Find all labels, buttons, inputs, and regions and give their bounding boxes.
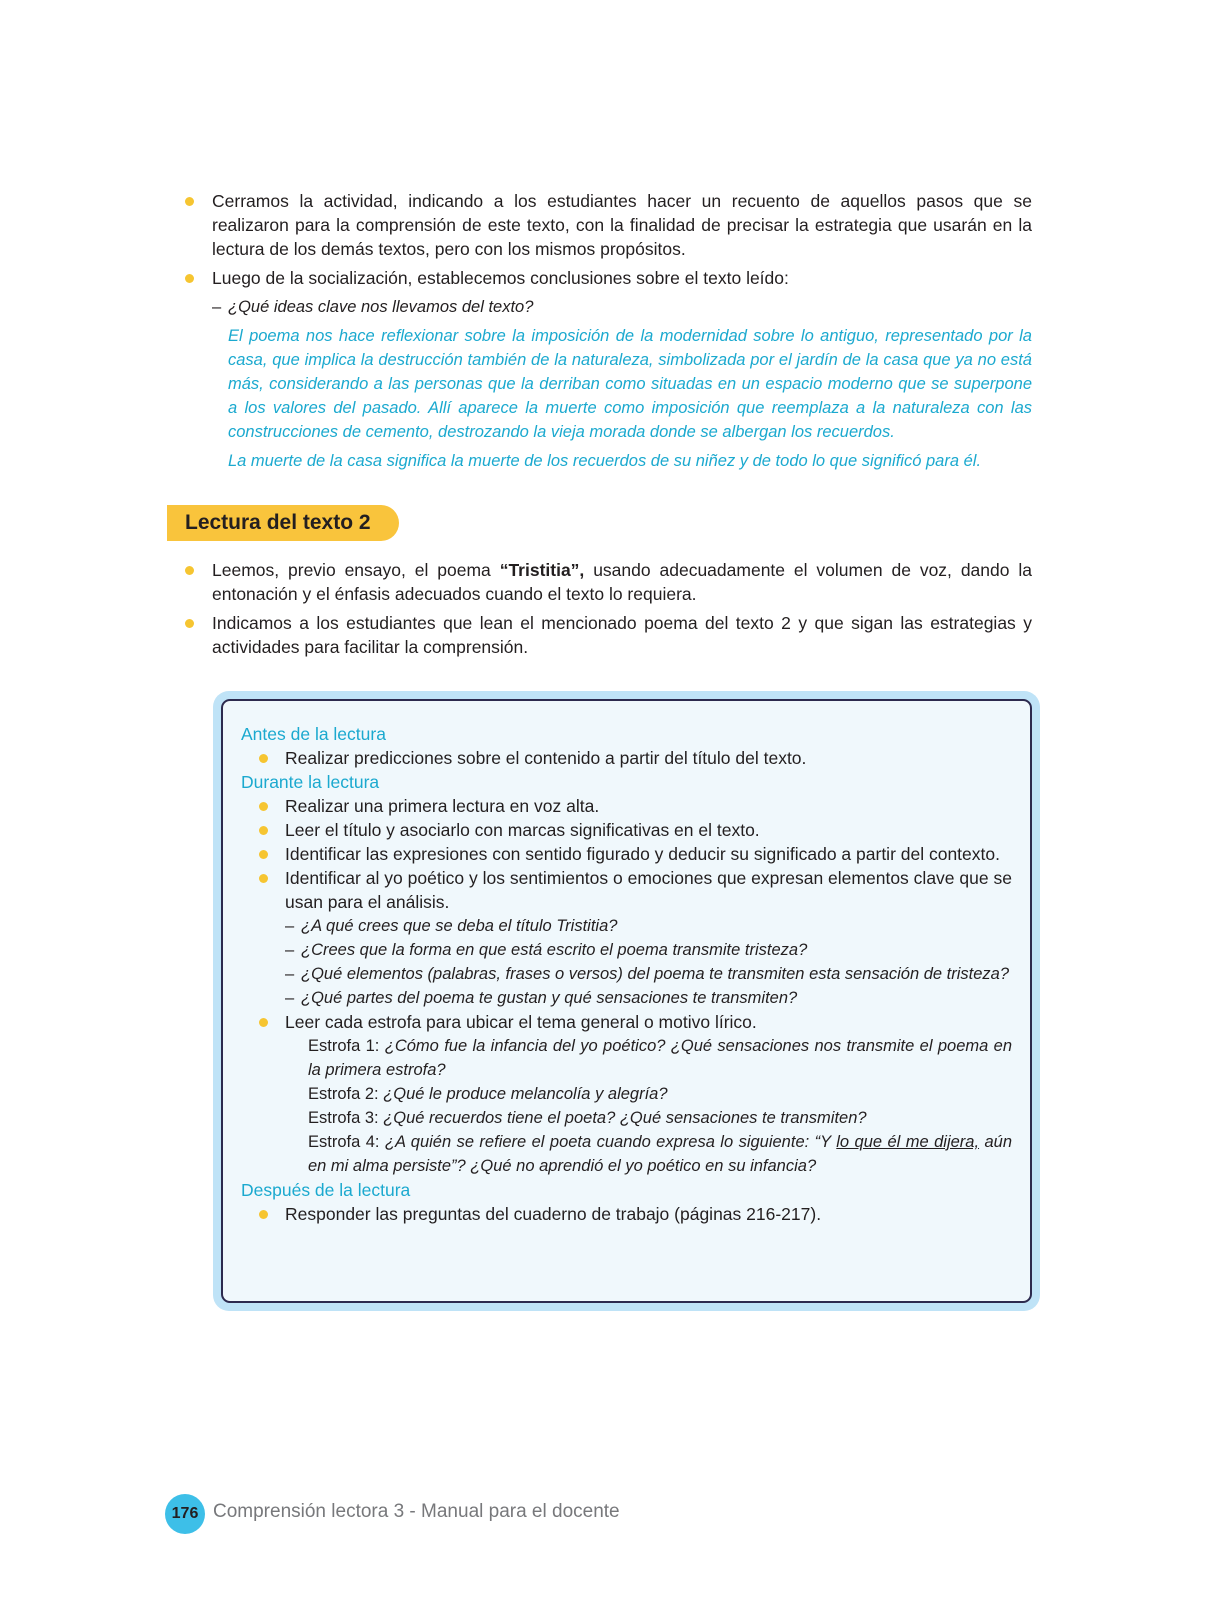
dash-marker: – bbox=[285, 917, 295, 935]
antes-heading: Antes de la lectura bbox=[241, 724, 386, 744]
bullet-text: Cerramos la actividad, indicando a los estudiantes hacer un recuento de aquellos pasos que se realizaron para la comprensión de este texto, con la finalidad de precisar la estrategia que usarán en la lectura de los demás textos, pero con los mismos propósitos. bbox=[212, 191, 1032, 259]
list-item bbox=[184, 611, 1032, 659]
poem-title: “Tristitia”, bbox=[499, 560, 585, 580]
question-text: ¿Qué partes del poema te gustan y qué sensaciones te transmiten? bbox=[301, 989, 798, 1007]
estrofa-item bbox=[241, 1130, 1012, 1178]
estrofa-label: Estrofa 4: bbox=[308, 1133, 385, 1151]
list-item bbox=[241, 866, 1012, 914]
estrofa-question: aún en mi alma persiste”? ¿Qué no aprendió el yo poético en su infancia? bbox=[308, 1133, 1013, 1175]
bullet-dot bbox=[259, 1018, 268, 1027]
footer-title: Comprensión lectora 3 - Manual para el docente bbox=[213, 1501, 620, 1522]
bullet-dot bbox=[259, 1210, 268, 1219]
question-text: ¿Qué elementos (palabras, frases o versos) del poema te transmiten esta sensación de tristeza? bbox=[301, 965, 1010, 983]
estrofa-label: Estrofa 3: bbox=[308, 1109, 384, 1127]
dash-marker: – bbox=[285, 941, 295, 959]
bullet-dot bbox=[259, 826, 268, 835]
list-item bbox=[184, 558, 1032, 606]
item-text: Leer cada estrofa para ubicar el tema general o motivo lírico. bbox=[285, 1012, 757, 1032]
question-text: ¿Crees que la forma en que está escrito el poema transmite tristeza? bbox=[301, 941, 808, 959]
estrofa-item bbox=[241, 1106, 1012, 1130]
despues-heading: Después de la lectura bbox=[241, 1180, 411, 1200]
question-item bbox=[241, 938, 1012, 962]
question-item bbox=[241, 986, 1012, 1010]
dash-marker: – bbox=[285, 965, 295, 983]
estrofa-label: Estrofa 1: bbox=[308, 1037, 385, 1055]
bullet-dot bbox=[185, 274, 194, 283]
bullet-text: Indicamos a los estudiantes que lean el mencionado poema del texto 2 y que sigan las estrategias y actividades para facilitar la comprensión. bbox=[212, 613, 1032, 657]
dash-marker: – bbox=[212, 298, 222, 316]
estrofa-item bbox=[241, 1034, 1012, 1082]
bullet-text-pre: Leemos, previo ensayo, el poema bbox=[212, 560, 500, 580]
item-text: Identificar al yo poético y los sentimientos o emociones que expresan elementos clave que se usan para el análisis. bbox=[285, 868, 1012, 912]
item-text: Responder las preguntas del cuaderno de trabajo (páginas 216-217). bbox=[285, 1204, 822, 1224]
bullet-dot bbox=[185, 197, 194, 206]
bullet-dot bbox=[185, 566, 194, 575]
list-item bbox=[184, 266, 1032, 290]
question-item bbox=[184, 295, 1032, 319]
estrofa-question: ¿Qué le produce melancolía y alegría? bbox=[383, 1085, 668, 1103]
bullet-text-post: usando adecuadamente el volumen de voz, dando la entonación y el énfasis adecuados cuando el texto lo requiera. bbox=[212, 560, 1032, 604]
estrofa-quote-underlined: lo que él me dijera, bbox=[836, 1133, 980, 1151]
list-item bbox=[241, 818, 1012, 842]
dash-marker: – bbox=[285, 989, 295, 1007]
estrofa-label: Estrofa 2: bbox=[308, 1085, 384, 1103]
item-text: Realizar predicciones sobre el contenido a partir del título del texto. bbox=[285, 748, 807, 768]
list-item bbox=[241, 1010, 1012, 1034]
strategy-box bbox=[213, 691, 1040, 1311]
item-text: Leer el título y asociarlo con marcas significativas en el texto. bbox=[285, 820, 760, 840]
bullet-dot bbox=[259, 754, 268, 763]
answer-paragraph: La muerte de la casa significa la muerte de los recuerdos de su niñez y de todo lo que significó para él. bbox=[228, 452, 982, 470]
strategy-box-inner bbox=[221, 699, 1032, 1303]
list-item bbox=[241, 746, 1012, 770]
question-item bbox=[241, 914, 1012, 938]
question-item bbox=[241, 962, 1012, 986]
estrofa-item bbox=[241, 1082, 1012, 1106]
list-item bbox=[241, 1202, 1012, 1226]
durante-heading: Durante la lectura bbox=[241, 772, 380, 792]
bullet-text: Luego de la socialización, establecemos conclusiones sobre el texto leído: bbox=[212, 268, 789, 288]
reading-section bbox=[184, 558, 1032, 664]
bullet-dot bbox=[259, 802, 268, 811]
intro-section bbox=[184, 189, 1032, 478]
page-number-badge: 176 bbox=[165, 1494, 205, 1534]
list-item bbox=[184, 189, 1032, 261]
estrofa-question: ¿A quién se refiere el poeta cuando expresa lo siguiente: “Y bbox=[384, 1133, 837, 1151]
item-text: Identificar las expresiones con sentido figurado y deducir su significado a partir del contexto. bbox=[285, 844, 1000, 864]
estrofa-question: ¿Qué recuerdos tiene el poeta? ¿Qué sensaciones te transmiten? bbox=[383, 1109, 867, 1127]
question-text: ¿A qué crees que se deba el título Tristitia? bbox=[301, 917, 618, 935]
bullet-dot bbox=[259, 850, 268, 859]
bullet-dot bbox=[259, 874, 268, 883]
estrofa-question: ¿Cómo fue la infancia del yo poético? ¿Qué sensaciones nos transmite el poema en la primera estrofa? bbox=[308, 1037, 1013, 1079]
item-text: Realizar una primera lectura en voz alta. bbox=[285, 796, 600, 816]
list-item bbox=[241, 842, 1012, 866]
question-text: ¿Qué ideas clave nos llevamos del texto? bbox=[228, 298, 534, 316]
section-heading: Lectura del texto 2 bbox=[167, 505, 399, 541]
bullet-dot bbox=[185, 619, 194, 628]
answer-block bbox=[184, 324, 1032, 473]
answer-paragraph: El poema nos hace reflexionar sobre la imposición de la modernidad sobre lo antiguo, representado por la casa, que implica la destrucción también de la naturaleza, simbolizada por el jardín de la casa que ya no está más, considerando a las personas que la derriban como situadas en un espacio moderno que se superpone a los valores del pasado. Allí aparece la muerte como imposición que reemplaza a la naturaleza con las construcciones de cemento, destrozando la vieja morada donde se albergan los recuerdos. bbox=[228, 327, 1032, 441]
list-item bbox=[241, 794, 1012, 818]
